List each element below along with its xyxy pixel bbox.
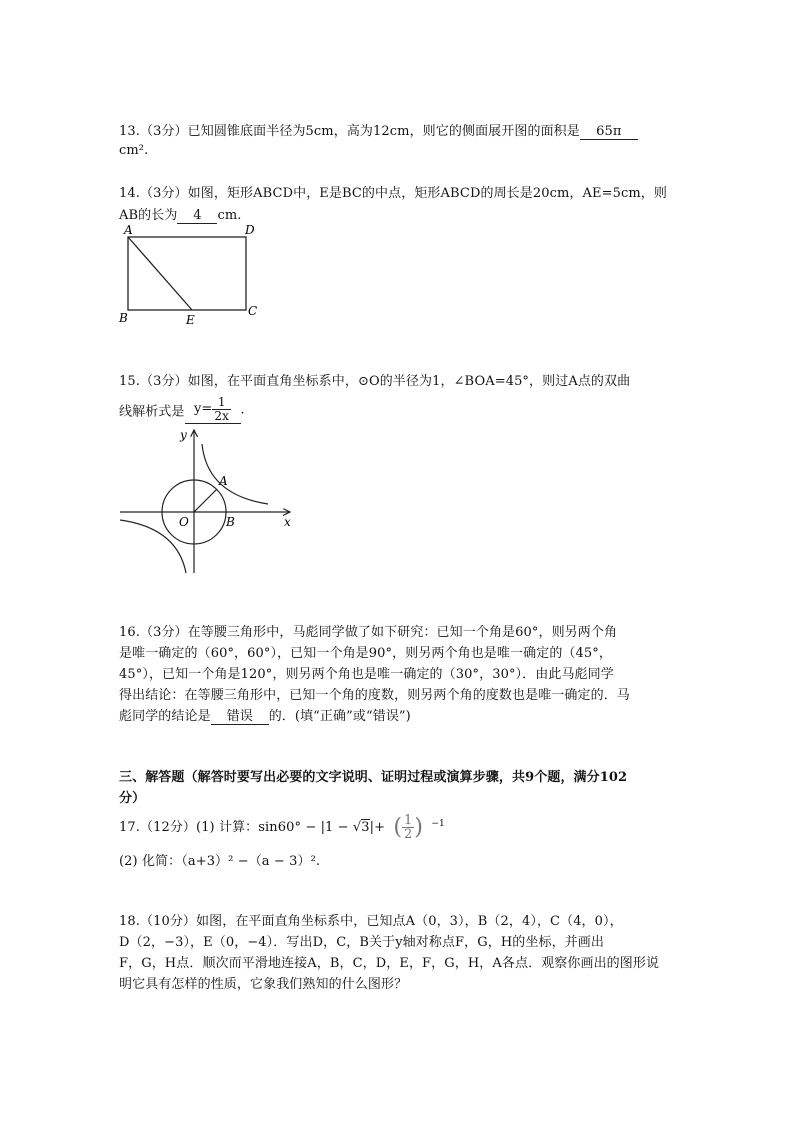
section3-heading-line1: 三、解答题（解答时要写出必要的文字说明、证明过程或演算步骤，共9个题，满分102: [119, 770, 628, 785]
q18-line2: D（2，−3），E（0，−4）．写出D，C，B关于y轴对称点F，G，H的坐标，并画出: [119, 935, 604, 950]
q16-line2: 是唯一确定的（60°，60°），已知一个角是90°，则另两个角也是唯一确定的（45°，: [119, 646, 612, 661]
radius-oa: [194, 489, 217, 512]
q15-answer-num: 1: [212, 396, 231, 410]
q16-line4: 得出结论：在等腰三角形中，已知一个角的度数，则另两个角的度数也是唯一确定的．马: [119, 688, 630, 703]
q13-line2: cm².: [119, 143, 149, 158]
q14-line2: [119, 204, 242, 224]
paren-fraction: ( $\frac{1}{2}$ ): [393, 813, 424, 842]
label-y: y: [180, 428, 187, 442]
rectangle-abcd: [128, 237, 246, 310]
q17-part2: (2) 化简：（a+3）² −（a − 3）².: [119, 854, 321, 869]
q18-line4: 明它具有怎样的性质，它象我们熟知的什么图形？: [119, 977, 408, 992]
sqrt-arg: 3: [361, 820, 370, 835]
q15-answer-blank: [185, 396, 241, 424]
q13-text: 13.（3分）已知圆锥底面半径为5cm，高为12cm，则它的侧面展开图的面积是: [119, 124, 580, 139]
label-d: D: [245, 223, 255, 237]
q15-line1: 15.（3分）如图，在平面直角坐标系中，⊙O的半径为1，∠BOA=45°，则过A点的双曲: [119, 374, 631, 389]
label-b: B: [119, 311, 128, 325]
q13-answer-blank: [580, 124, 638, 140]
q14-line1: 14.（3分）如图，矩形ABCD中，E是BC的中点，矩形ABCD的周长是20cm，AE=5cm，则: [119, 186, 667, 201]
q17-frac-den: 2: [404, 827, 413, 842]
q17-part1-prefix: 17.（12分）(1) 计算：sin60° − |1 −: [119, 820, 349, 835]
q15-answer-lhs: y=: [193, 401, 213, 417]
q15-hyperbola-figure: [118, 425, 298, 575]
q15-line2: [119, 396, 245, 424]
section3-heading-line2: 分）: [119, 791, 146, 806]
q15-prefix: 线解析式是: [119, 404, 185, 420]
q16-line3: 45°），已知一个角是120°，则另两个角也是唯一确定的（30°，30°）．由此马彪同学: [119, 667, 614, 682]
label-a: A: [124, 223, 133, 237]
q16-line5: [119, 705, 411, 725]
q13-line1: [119, 120, 638, 140]
hyperbola-branch-q3: [120, 520, 186, 573]
q16-line5-suffix: 的．(填“正确”或“错误”): [268, 709, 411, 724]
segment-ae: [128, 237, 192, 310]
label-a: A: [219, 474, 228, 488]
q17-exponent: −1: [431, 818, 445, 829]
q18-line3: F，G，H点．顺次而平滑地连接A，B，C，D，E，F，G，H，A各点．观察你画出的图形说: [119, 956, 660, 971]
q14-prefix: AB的长为: [119, 208, 178, 223]
q15-suffix: .: [240, 402, 245, 418]
q16-answer-blank: [211, 709, 269, 725]
q17-part1: [119, 814, 445, 841]
q15-answer-fraction: [212, 396, 231, 423]
q16-answer: 错误: [226, 709, 253, 724]
q14-rectangle-figure: [115, 222, 265, 330]
q17-fraction: [402, 814, 414, 841]
hyperbola-branch-q1: [202, 444, 268, 504]
q13-answer: 65π: [596, 124, 622, 139]
label-o: O: [179, 515, 189, 529]
q17-frac-num: 1: [404, 813, 413, 828]
q14-suffix: cm.: [217, 208, 242, 223]
label-b: B: [226, 515, 235, 529]
label-x: x: [284, 515, 291, 529]
q17-part1-mid: |+: [369, 820, 386, 835]
label-c: C: [248, 304, 258, 318]
label-e: E: [186, 313, 195, 327]
q14-answer: 4: [193, 208, 202, 223]
q16-line1: 16.（3分）在等腰三角形中，马彪同学做了如下研究：已知一个角是60°，则另两个角: [119, 625, 618, 640]
sqrt-sign: √: [352, 820, 362, 835]
q18-line1: 18.（10分）如图，在平面直角坐标系中，已知点A（0，3），B（2，4），C（4，0），: [119, 914, 623, 929]
q15-answer-den: 2x: [214, 409, 230, 423]
sqrt-expression: [353, 820, 370, 835]
q16-line5-prefix: 彪同学的结论是: [119, 709, 211, 724]
